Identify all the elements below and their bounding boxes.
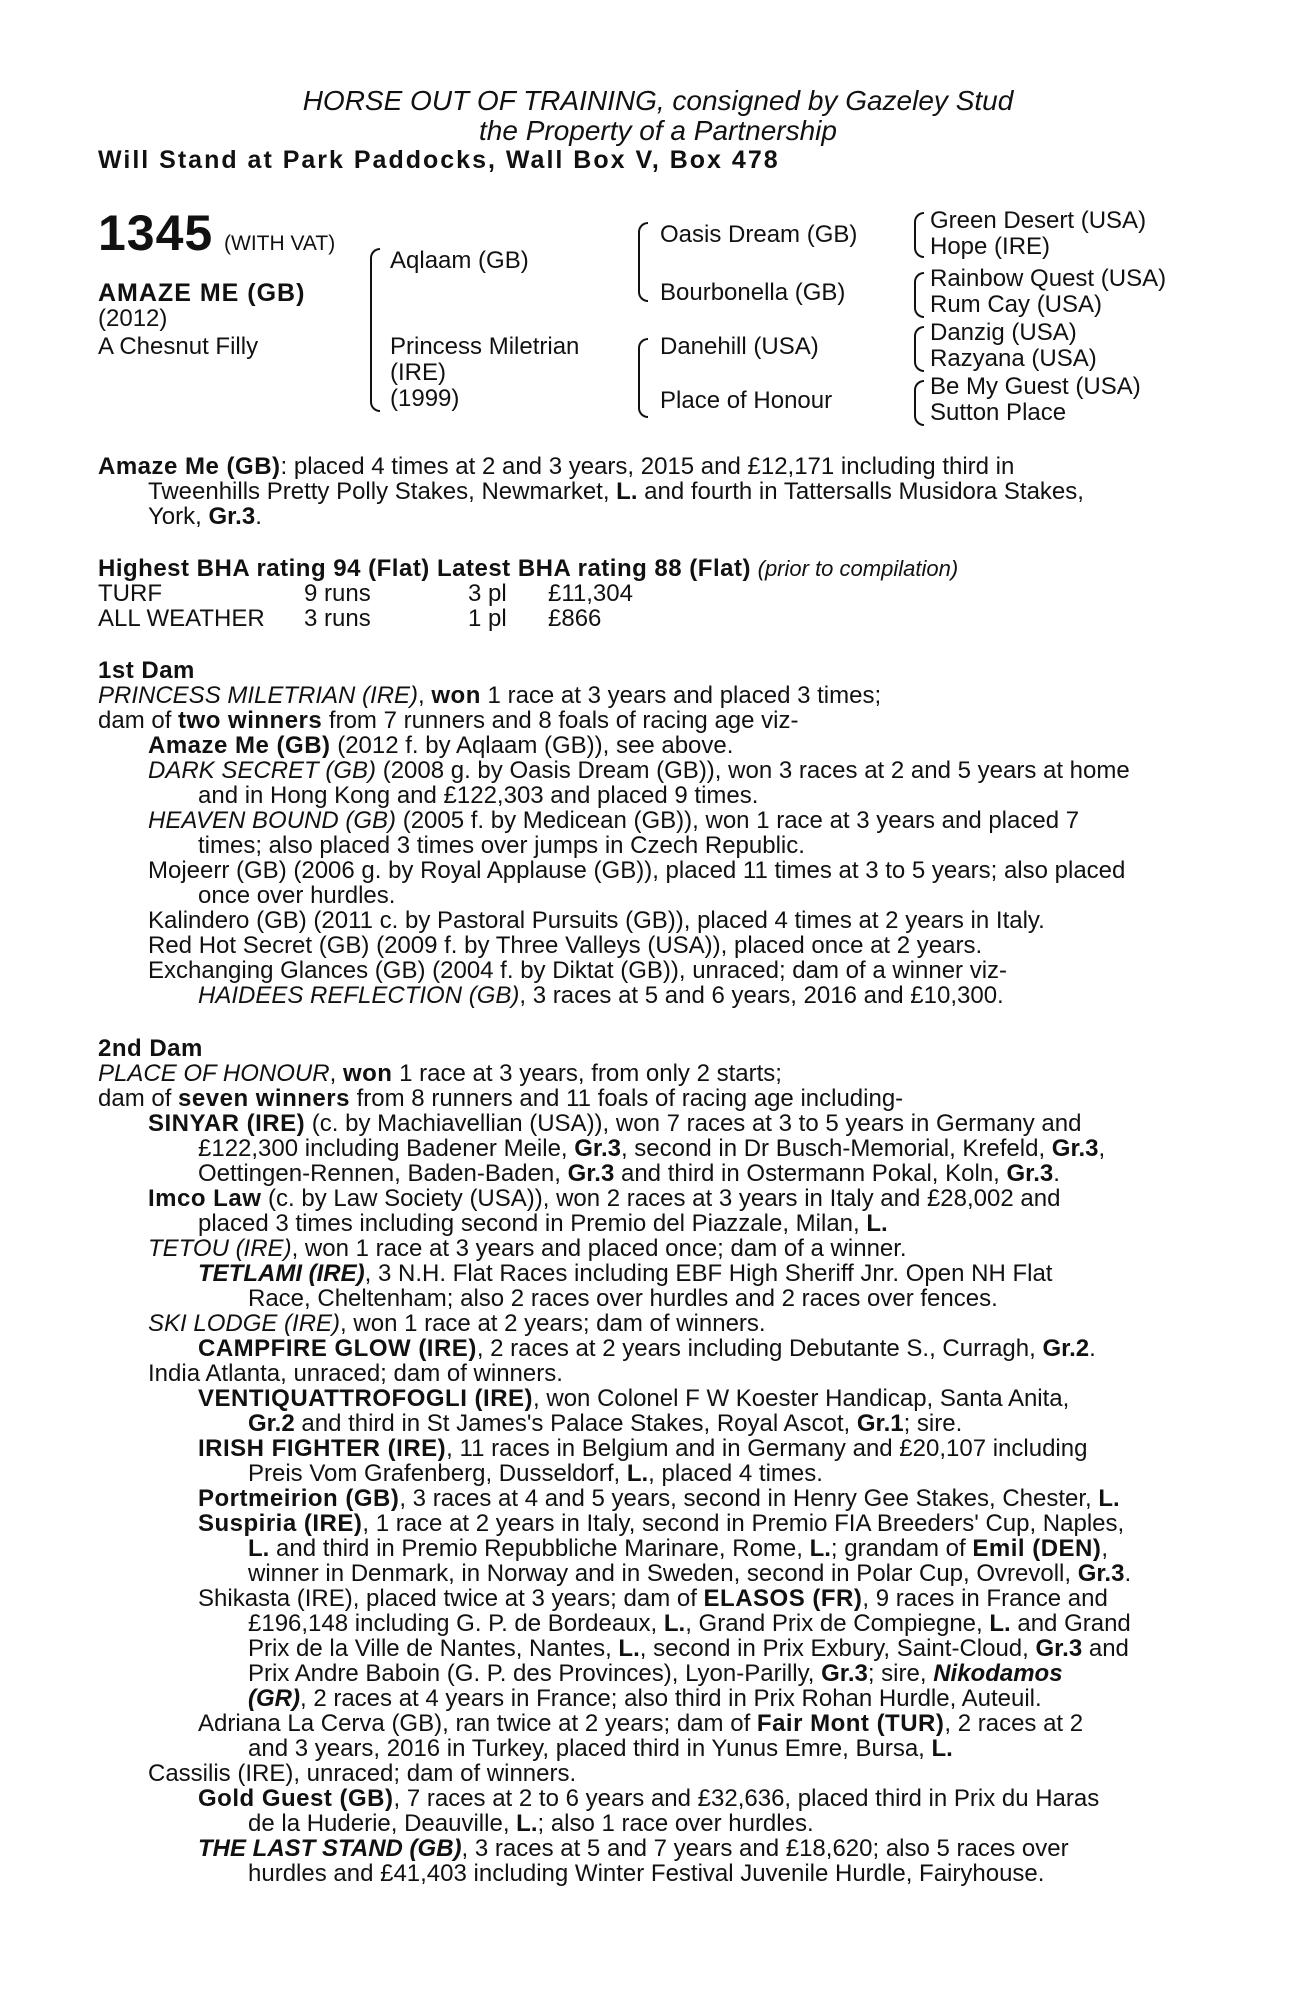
pedigree-brace-3 — [638, 338, 648, 418]
pedigree-sss: Green Desert (USA) — [930, 207, 1147, 234]
pedigree-brace-4 — [914, 212, 924, 258]
aw-runs: 3 runs — [304, 605, 371, 632]
gold-guest-line-1: Gold Guest (GB), 7 races at 2 to 6 years and £32,636, placed third in Prix du Haras — [198, 1785, 1100, 1812]
pedigree-dsd: Razyana (USA) — [930, 345, 1097, 372]
last-stand-line-2: hurdles and £41,403 including Winter Festival Juvenile Hurdle, Fairyhouse. — [248, 1860, 1045, 1887]
horse-name: AMAZE ME (GB) — [98, 279, 306, 307]
aw-amount: £866 — [548, 605, 602, 632]
first-dam-line-1: PRINCESS MILETRIAN (IRE), won 1 race at 3 years and placed 3 times; — [98, 682, 882, 709]
pedigree-dam-3: (1999) — [390, 385, 460, 412]
shikasta-line-5: (GR), 2 races at 4 years in France; also third in Prix Rohan Hurdle, Auteuil. — [248, 1685, 1042, 1712]
pedigree-sds: Rainbow Quest (USA) — [930, 265, 1167, 292]
pedigree-dss: Danzig (USA) — [930, 319, 1077, 346]
pedigree-brace-2 — [638, 222, 648, 302]
lot-number: 1345 — [98, 205, 214, 261]
progeny-amaze-me: Amaze Me (GB) (2012 f. by Aqlaam (GB)), see above. — [148, 732, 734, 759]
sinyar-line-3: Oettingen-Rennen, Baden-Baden, Gr.3 and third in Ostermann Pokal, Koln, Gr.3. — [198, 1160, 1060, 1187]
ventiquattrofogli-line-2: Gr.2 and third in St James's Palace Stakes, Royal Ascot, Gr.1; sire. — [248, 1410, 963, 1437]
portmeirion-line: Portmeirion (GB), 3 races at 4 and 5 years, second in Henry Gee Stakes, Chester, L. — [198, 1485, 1120, 1512]
progeny-heaven-bound: HEAVEN BOUND (GB) (2005 f. by Medicean (GB)), won 1 race at 3 years and placed 7 — [148, 807, 1080, 834]
progeny-haidees-reflection: HAIDEES REFLECTION (GB), 3 races at 5 and 6 years, 2016 and £10,300. — [198, 982, 1004, 1009]
shikasta-line-1: Shikasta (IRE), placed twice at 3 years; dam of ELASOS (FR), 9 races in France and — [198, 1585, 1108, 1612]
sinyar-line-1: SINYAR (IRE) (c. by Machiavellian (USA)), won 7 races at 3 to 5 years in Germany and — [148, 1110, 1082, 1137]
ventiquattrofogli-line-1: VENTIQUATTROFOGLI (IRE), won Colonel F W Koester Handicap, Santa Anita, — [198, 1385, 1070, 1412]
second-dam-heading: 2nd Dam — [98, 1035, 203, 1062]
horse-description: A Chesnut Filly — [98, 333, 259, 360]
header-line-2: the Property of a Partnership — [479, 115, 837, 146]
header-line-1: HORSE OUT OF TRAINING, consigned by Gazeley Stud — [302, 85, 1014, 116]
summary-line-1: Amaze Me (GB): placed 4 times at 2 and 3 years, 2015 and £12,171 including third in — [98, 453, 1015, 480]
header-location: Will Stand at Park Paddocks, Wall Box V, Box 478 — [98, 146, 780, 174]
pedigree-brace-6 — [914, 326, 924, 372]
suspiria-line-2: L. and third in Premio Repubbliche Marinare, Rome, L.; grandam of Emil (DEN), — [248, 1535, 1109, 1562]
progeny-heaven-bound-cont: times; also placed 3 times over jumps in Czech Republic. — [198, 832, 805, 859]
progeny-mojeerr-cont: once over hurdles. — [198, 882, 396, 909]
rating-line: Highest BHA rating 94 (Flat) Latest BHA rating 88 (Flat) (prior to compilation) — [98, 555, 959, 582]
aw-placed: 1 pl — [468, 605, 507, 632]
shikasta-line-4: Prix Andre Baboin (G. P. des Provinces), Lyon-Parilly, Gr.3; sire, Nikodamos — [248, 1660, 1063, 1687]
first-dam-line-2: dam of two winners from 7 runners and 8 foals of racing age viz- — [98, 707, 799, 734]
suspiria-line-1: Suspiria (IRE), 1 race at 2 years in Italy, second in Premio FIA Breeders' Cup, Naples, — [198, 1510, 1125, 1537]
pedigree-ddd: Sutton Place — [930, 399, 1067, 426]
pedigree-brace-5 — [914, 272, 924, 318]
turf-runs: 9 runs — [304, 580, 371, 607]
suspiria-line-3: winner in Denmark, in Norway and in Sweden, second in Polar Cup, Ovrevoll, Gr.3. — [248, 1560, 1132, 1587]
pedigree-dds: Be My Guest (USA) — [930, 373, 1141, 400]
summary-line-3: York, Gr.3. — [148, 503, 262, 530]
imco-law-line-2: placed 3 times including second in Premio del Piazzale, Milan, L. — [198, 1210, 888, 1237]
pedigree-sdd: Rum Cay (USA) — [930, 291, 1103, 318]
turf-surface: TURF — [98, 580, 162, 607]
progeny-red-hot-secret: Red Hot Secret (GB) (2009 f. by Three Valleys (USA)), placed once at 2 years. — [148, 932, 983, 959]
tetlami-line-1: TETLAMI (IRE), 3 N.H. Flat Races including EBF High Sheriff Jnr. Open NH Flat — [198, 1260, 1053, 1287]
tetlami-line-2: Race, Cheltenham; also 2 races over hurdles and 2 races over fences. — [248, 1285, 998, 1312]
pedigree-dam-dam: Place of Honour — [660, 387, 833, 414]
cassilis-line: Cassilis (IRE), unraced; dam of winners. — [148, 1760, 577, 1787]
progeny-kalindero: Kalindero (GB) (2011 c. by Pastoral Pursuits (GB)), placed 4 times at 2 years in Italy. — [148, 907, 1045, 934]
pedigree-dam-1: Princess Miletrian — [390, 333, 580, 360]
progeny-mojeerr: Mojeerr (GB) (2006 g. by Royal Applause (GB)), placed 11 times at 3 to 5 years; also placed — [148, 857, 1126, 884]
gold-guest-line-2: de la Huderie, Deauville, L.; also 1 race over hurdles. — [248, 1810, 814, 1837]
pedigree-ssd: Hope (IRE) — [930, 233, 1051, 260]
pedigree-brace-1 — [370, 248, 380, 412]
summary-line-2: Tweenhills Pretty Polly Stakes, Newmarket, L. and fourth in Tattersalls Musidora Stakes, — [148, 478, 1084, 505]
tetou-line: TETOU (IRE), won 1 race at 3 years and placed once; dam of a winner. — [148, 1235, 907, 1262]
second-dam-line-1: PLACE OF HONOUR, won 1 race at 3 years, from only 2 starts; — [98, 1060, 782, 1087]
irish-fighter-line-1: IRISH FIGHTER (IRE), 11 races in Belgium and in Germany and £20,107 including — [198, 1435, 1088, 1462]
progeny-exchanging-glances: Exchanging Glances (GB) (2004 f. by Diktat (GB)), unraced; dam of a winner viz- — [148, 957, 1008, 984]
horse-year: (2012) — [98, 305, 168, 332]
pedigree-sire-dam: Bourbonella (GB) — [660, 279, 846, 306]
shikasta-line-2: £196,148 including G. P. de Bordeaux, L., Grand Prix de Compiegne, L. and Grand — [248, 1610, 1131, 1637]
ski-lodge-line: SKI LODGE (IRE), won 1 race at 2 years; dam of winners. — [148, 1310, 766, 1337]
turf-placed: 3 pl — [468, 580, 507, 607]
aw-surface: ALL WEATHER — [98, 605, 265, 632]
india-atlanta-line: India Atlanta, unraced; dam of winners. — [148, 1360, 563, 1387]
sinyar-line-2: £122,300 including Badener Meile, Gr.3, second in Dr Busch-Memorial, Krefeld, Gr.3, — [198, 1135, 1106, 1162]
pedigree-dam-sire: Danehill (USA) — [660, 333, 819, 360]
pedigree-sire-sire: Oasis Dream (GB) — [660, 221, 858, 248]
shikasta-line-3: Prix de la Ville de Nantes, Nantes, L., second in Prix Exbury, Saint-Cloud, Gr.3 and — [248, 1635, 1129, 1662]
second-dam-line-2: dam of seven winners from 8 runners and 11 foals of racing age including- — [98, 1085, 904, 1112]
vat-note: (WITH VAT) — [224, 232, 336, 255]
imco-law-line-1: Imco Law (c. by Law Society (USA)), won 2 races at 3 years in Italy and £28,002 and — [148, 1185, 1061, 1212]
last-stand-line-1: THE LAST STAND (GB), 3 races at 5 and 7 years and £18,620; also 5 races over — [198, 1835, 1069, 1862]
pedigree-dam-2: (IRE) — [390, 359, 446, 386]
progeny-dark-secret-cont: and in Hong Kong and £122,303 and placed 9 times. — [198, 782, 759, 809]
first-dam-heading: 1st Dam — [98, 657, 195, 684]
progeny-dark-secret: DARK SECRET (GB) (2008 g. by Oasis Dream (GB)), won 3 races at 2 and 5 years at home — [148, 757, 1130, 784]
irish-fighter-line-2: Preis Vom Grafenberg, Dusseldorf, L., placed 4 times. — [248, 1460, 823, 1487]
pedigree-brace-7 — [914, 380, 924, 426]
turf-amount: £11,304 — [548, 580, 633, 607]
pedigree-sire: Aqlaam (GB) — [390, 247, 529, 274]
adriana-line-2: and 3 years, 2016 in Turkey, placed third in Yunus Emre, Bursa, L. — [248, 1735, 953, 1762]
campfire-glow-line: CAMPFIRE GLOW (IRE), 2 races at 2 years including Debutante S., Curragh, Gr.2. — [198, 1335, 1096, 1362]
adriana-line-1: Adriana La Cerva (GB), ran twice at 2 years; dam of Fair Mont (TUR), 2 races at 2 — [198, 1710, 1084, 1737]
